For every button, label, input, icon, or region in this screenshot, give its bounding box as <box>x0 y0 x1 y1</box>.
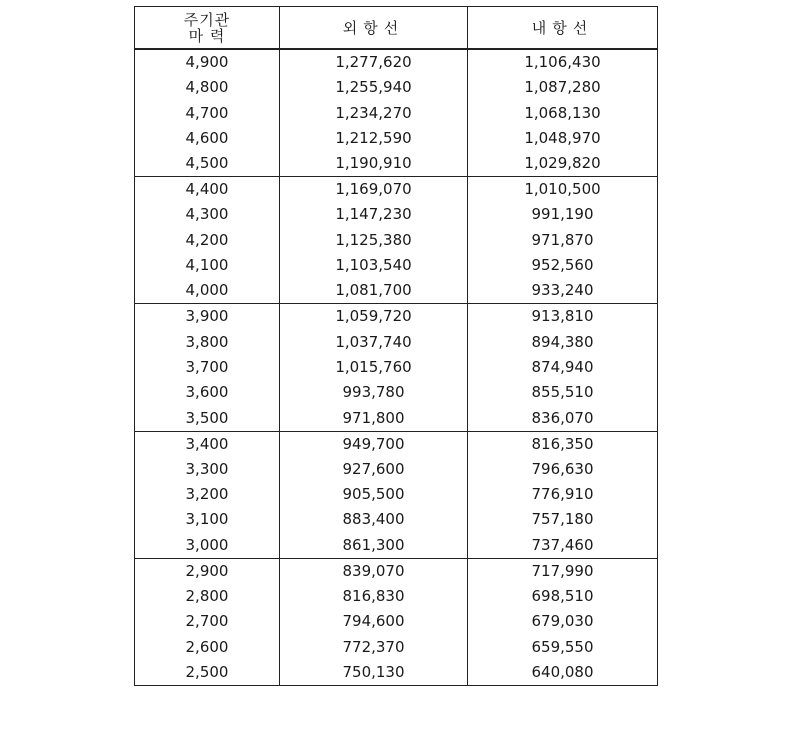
cell-horsepower: 4,800 <box>135 75 280 100</box>
table-row <box>135 278 658 304</box>
table-row <box>135 126 658 151</box>
cell-ocean-going: 1,277,620 <box>280 49 468 75</box>
cell-coastal: 737,460 <box>468 533 658 559</box>
table-row <box>135 202 658 227</box>
cell-coastal: 1,087,280 <box>468 75 658 100</box>
header-row <box>135 7 658 50</box>
table-row <box>135 100 658 125</box>
horsepower-table-container <box>134 6 657 686</box>
cell-horsepower: 4,400 <box>135 177 280 203</box>
cell-horsepower: 3,000 <box>135 533 280 559</box>
cell-horsepower: 4,300 <box>135 202 280 227</box>
table-row <box>135 558 658 584</box>
cell-ocean-going: 816,830 <box>280 584 468 609</box>
table-row <box>135 482 658 507</box>
table-row <box>135 177 658 203</box>
cell-ocean-going: 883,400 <box>280 507 468 532</box>
cell-coastal: 679,030 <box>468 609 658 634</box>
header-ocean-going-label: 외항선 <box>342 18 405 37</box>
cell-horsepower: 3,400 <box>135 431 280 457</box>
header-ocean-going <box>280 7 468 50</box>
table-row <box>135 634 658 659</box>
table-row <box>135 507 658 532</box>
table-row <box>135 533 658 559</box>
cell-coastal: 717,990 <box>468 558 658 584</box>
table-row <box>135 304 658 330</box>
cell-horsepower: 3,700 <box>135 355 280 380</box>
cell-horsepower: 3,800 <box>135 329 280 354</box>
table-body <box>135 49 658 685</box>
cell-horsepower: 2,900 <box>135 558 280 584</box>
cell-horsepower: 4,700 <box>135 100 280 125</box>
cell-coastal: 894,380 <box>468 329 658 354</box>
cell-horsepower: 4,900 <box>135 49 280 75</box>
cell-horsepower: 3,900 <box>135 304 280 330</box>
cell-ocean-going: 1,103,540 <box>280 253 468 278</box>
table-row <box>135 151 658 177</box>
cell-ocean-going: 905,500 <box>280 482 468 507</box>
table-row <box>135 609 658 634</box>
cell-ocean-going: 1,015,760 <box>280 355 468 380</box>
cell-coastal: 640,080 <box>468 660 658 686</box>
table-header <box>135 7 658 50</box>
table-row <box>135 253 658 278</box>
cell-coastal: 1,010,500 <box>468 177 658 203</box>
cell-ocean-going: 1,255,940 <box>280 75 468 100</box>
cell-coastal: 991,190 <box>468 202 658 227</box>
cell-ocean-going: 1,125,380 <box>280 228 468 253</box>
cell-horsepower: 3,100 <box>135 507 280 532</box>
cell-coastal: 836,070 <box>468 406 658 432</box>
cell-horsepower: 2,500 <box>135 660 280 686</box>
cell-coastal: 698,510 <box>468 584 658 609</box>
cell-coastal: 659,550 <box>468 634 658 659</box>
cell-ocean-going: 1,169,070 <box>280 177 468 203</box>
cell-horsepower: 4,600 <box>135 126 280 151</box>
cell-horsepower: 3,500 <box>135 406 280 432</box>
cell-ocean-going: 927,600 <box>280 457 468 482</box>
cell-coastal: 855,510 <box>468 380 658 405</box>
cell-coastal: 1,029,820 <box>468 151 658 177</box>
cell-horsepower: 4,200 <box>135 228 280 253</box>
cell-ocean-going: 949,700 <box>280 431 468 457</box>
cell-horsepower: 3,600 <box>135 380 280 405</box>
cell-horsepower: 4,500 <box>135 151 280 177</box>
table-row <box>135 406 658 432</box>
cell-coastal: 1,048,970 <box>468 126 658 151</box>
horsepower-cost-table <box>134 6 658 686</box>
header-engine-label: 주기관 <box>183 10 231 29</box>
cell-coastal: 971,870 <box>468 228 658 253</box>
cell-horsepower: 4,100 <box>135 253 280 278</box>
cell-coastal: 952,560 <box>468 253 658 278</box>
cell-ocean-going: 839,070 <box>280 558 468 584</box>
cell-coastal: 1,068,130 <box>468 100 658 125</box>
cell-ocean-going: 1,059,720 <box>280 304 468 330</box>
cell-ocean-going: 750,130 <box>280 660 468 686</box>
table-row <box>135 584 658 609</box>
cell-coastal: 913,810 <box>468 304 658 330</box>
table-row <box>135 75 658 100</box>
cell-coastal: 816,350 <box>468 431 658 457</box>
cell-coastal: 933,240 <box>468 278 658 304</box>
cell-horsepower: 3,200 <box>135 482 280 507</box>
cell-coastal: 796,630 <box>468 457 658 482</box>
header-coastal <box>468 7 658 50</box>
cell-horsepower: 3,300 <box>135 457 280 482</box>
cell-ocean-going: 1,190,910 <box>280 151 468 177</box>
cell-coastal: 757,180 <box>468 507 658 532</box>
header-engine-horsepower <box>135 7 280 50</box>
cell-coastal: 1,106,430 <box>468 49 658 75</box>
cell-ocean-going: 1,081,700 <box>280 278 468 304</box>
table-row <box>135 660 658 686</box>
table-row <box>135 228 658 253</box>
cell-horsepower: 2,700 <box>135 609 280 634</box>
cell-coastal: 776,910 <box>468 482 658 507</box>
cell-ocean-going: 772,370 <box>280 634 468 659</box>
table-row <box>135 49 658 75</box>
header-horsepower-label: 마 력 <box>188 26 226 45</box>
table-row <box>135 355 658 380</box>
cell-ocean-going: 1,234,270 <box>280 100 468 125</box>
table-row <box>135 329 658 354</box>
cell-ocean-going: 971,800 <box>280 406 468 432</box>
cell-ocean-going: 1,212,590 <box>280 126 468 151</box>
table-row <box>135 380 658 405</box>
cell-ocean-going: 794,600 <box>280 609 468 634</box>
header-coastal-label: 내항선 <box>531 18 594 37</box>
cell-ocean-going: 861,300 <box>280 533 468 559</box>
cell-ocean-going: 1,037,740 <box>280 329 468 354</box>
table-row <box>135 457 658 482</box>
table-row <box>135 431 658 457</box>
cell-horsepower: 2,800 <box>135 584 280 609</box>
cell-ocean-going: 993,780 <box>280 380 468 405</box>
cell-horsepower: 2,600 <box>135 634 280 659</box>
cell-ocean-going: 1,147,230 <box>280 202 468 227</box>
cell-horsepower: 4,000 <box>135 278 280 304</box>
cell-coastal: 874,940 <box>468 355 658 380</box>
